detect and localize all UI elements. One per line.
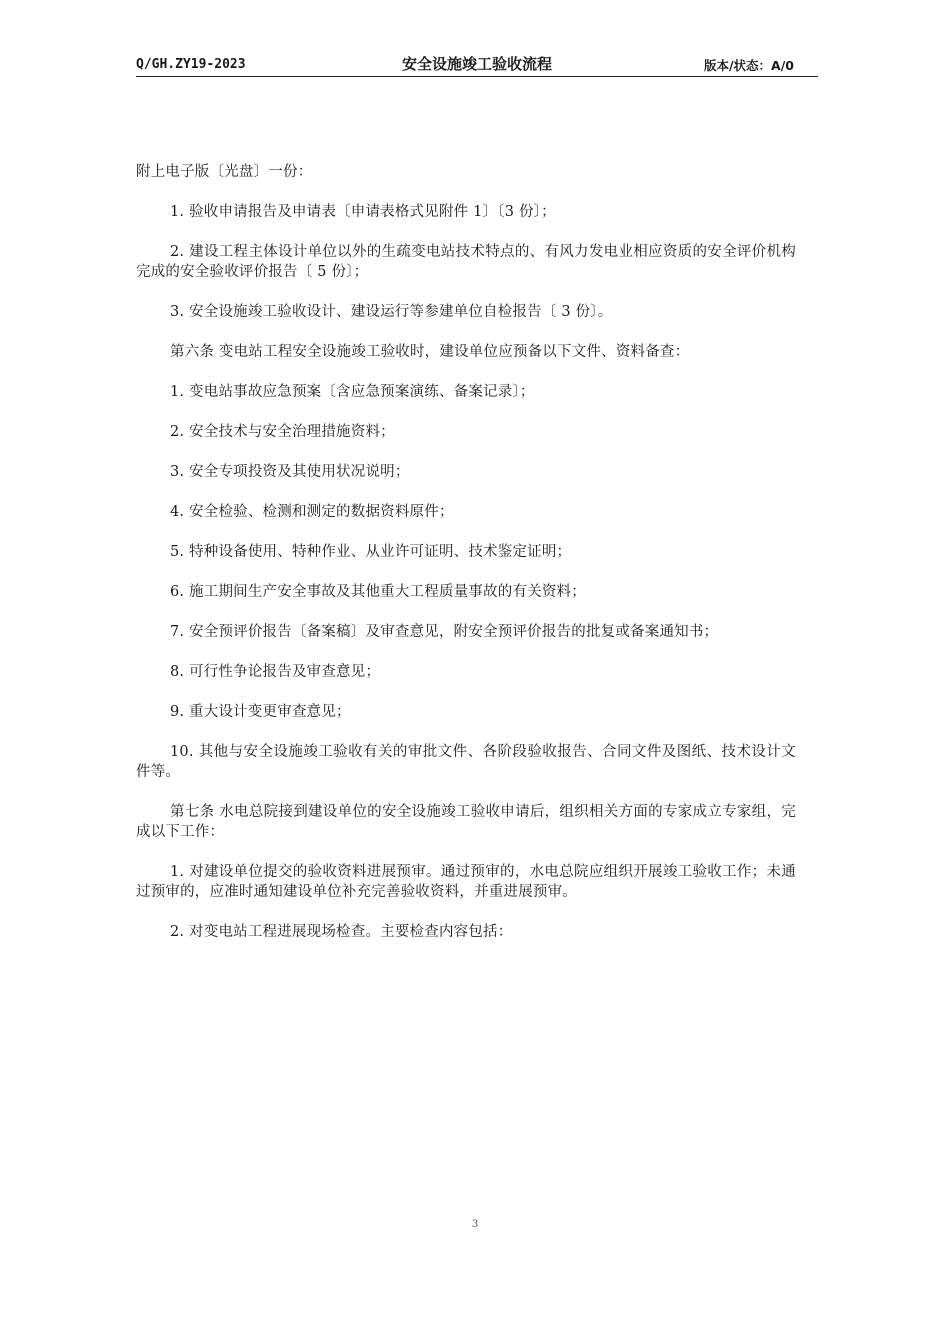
paragraph-attachment-note: 附上电子版〔光盘〕一份： — [136, 164, 313, 180]
list-item: 5. 特种设备使用、特种作业、从业许可证明、技术鉴定证明； — [170, 544, 572, 560]
list-item: 2. 建设工程主体设计单位以外的生疏变电站技术特点的、有风力发电业相应资质的安全评价机构完成的安全验收评价报告〔 5 份〕； — [136, 244, 796, 280]
document-title: 安全设施竣工验收流程 — [401, 55, 552, 73]
list-item: 4. 安全检验、检测和测定的数据资料原件； — [170, 504, 454, 520]
list-item: 2. 对变电站工程进展现场检查。主要检查内容包括： — [170, 924, 513, 940]
document-code: Q/GH.ZY19-2023 — [136, 57, 246, 72]
body-text — [136, 162, 796, 962]
page-header — [136, 56, 818, 77]
list-item: 9. 重大设计变更审查意见； — [170, 704, 351, 720]
list-item: 3. 安全设施竣工验收设计、建设运行等参建单位自检报告〔 3 份〕。 — [170, 304, 613, 320]
list-item: 8. 可行性争论报告及审查意见； — [170, 664, 381, 680]
list-item: 10. 其他与安全设施竣工验收有关的审批文件、各阶段验收报告、合同文件及图纸、技术设计文件等。 — [136, 744, 796, 780]
page-number: 3 — [471, 1219, 479, 1230]
list-item: 1. 变电站事故应急预案〔含应急预案演练、备案记录〕； — [170, 384, 535, 400]
list-item: 6. 施工期间生产安全事故及其他重大工程质量事故的有关资料； — [170, 584, 586, 600]
list-item: 1. 验收申请报告及申请表〔申请表格式见附件 1〕〔3 份〕； — [170, 204, 556, 220]
list-item: 7. 安全预评价报告〔备案稿〕及审查意见，附安全预评价报告的批复或备案通知书； — [170, 624, 719, 640]
article-7-heading: 第七条 水电总院接到建设单位的安全设施竣工验收申请后，组织相关方面的专家成立专家组，完成以下工作： — [136, 804, 796, 840]
list-item: 3. 安全专项投资及其使用状况说明； — [170, 464, 410, 480]
version-status: 版本/状态：A/0 — [703, 58, 794, 73]
article-6-heading: 第六条 变电站工程安全设施竣工验收时，建设单位应预备以下文件、资料备查： — [170, 344, 690, 360]
list-item: 1. 对建设单位提交的验收资料进展预审。通过预审的，水电总院应组织开展竣工验收工作；未通过预审的，应准时通知建设单位补充完善验收资料，并重进展预审。 — [136, 864, 796, 900]
list-item: 2. 安全技术与安全治理措施资料； — [170, 424, 395, 440]
